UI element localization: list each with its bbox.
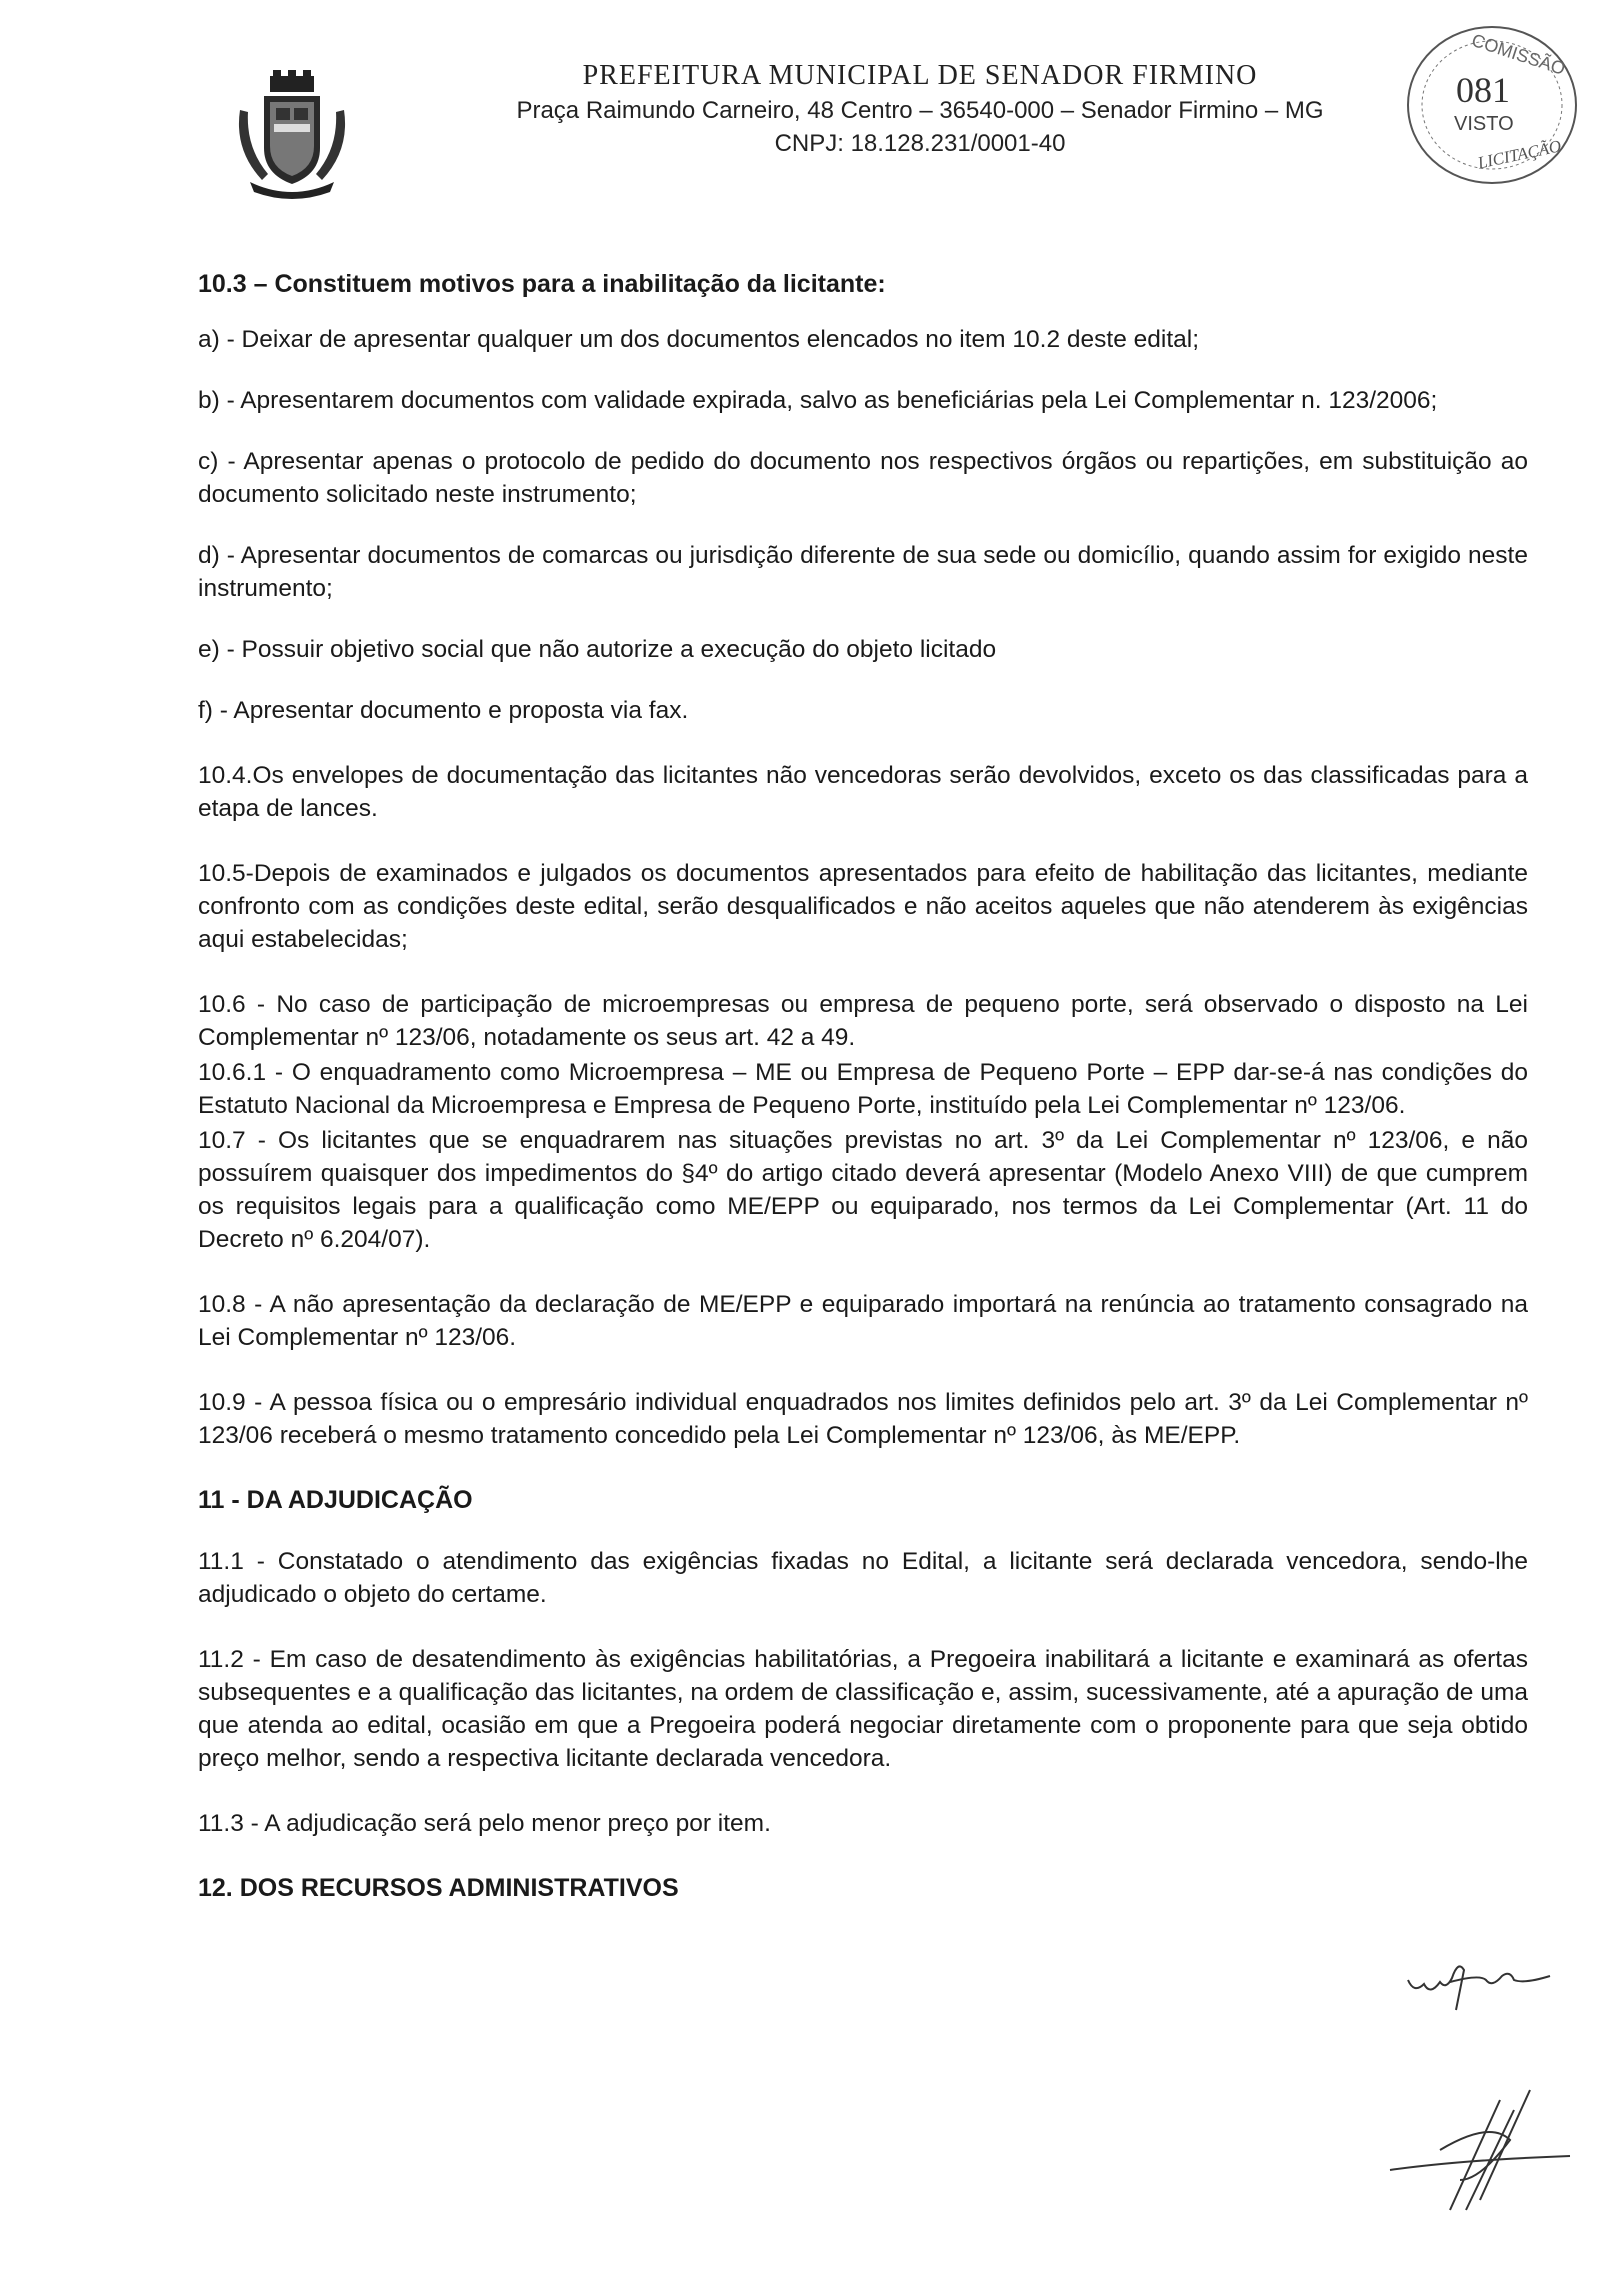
section-12-heading: 12. DOS RECURSOS ADMINISTRATIVOS [198,1874,679,1902]
clause-10-3-d: d) - Apresentar documentos de comarcas ou jurisdição diferente de sua sede ou domicílio, quando assim for exigido neste instrumento; [198,542,1528,602]
clause-11-2: 11.2 - Em caso de desatendimento às exigências habilitatórias, a Pregoeira inabilitará a licitante e examinará as ofertas subsequentes e a qualificação das licitantes, na ordem de classificação e, assim, sucessivamente, até a apuração de uma que atenda ao edital, ocasião em que a Pregoeira poderá negociar diretamente com o proponente para que seja obtido preço melhor, sendo a respectiva licitante declarada vencedora. [198,1646,1528,1772]
clause-11-3: 11.3 - A adjudicação será pelo menor preço por item. [198,1810,771,1837]
clause-10-4: 10.4.Os envelopes de documentação das licitantes não vencedoras serão devolvidos, exceto os das classificadas para a etapa de lances. [198,762,1528,822]
clause-10-9: 10.9 - A pessoa física ou o empresário individual enquadrados nos limites definidos pelo art. 3º da Lei Complementar nº 123/06 receberá o mesmo tratamento concedido pela Lei Complementar nº 123/06, às ME/EPP. [198,1389,1528,1449]
clause-10-3-e: e) - Possuir objetivo social que não autorize a execução do objeto licitado [198,636,997,663]
clause-10-3-f: f) - Apresentar documento e proposta via fax. [198,697,689,724]
letterhead-address: Praça Raimundo Carneiro, 48 Centro – 36540-000 – Senador Firmino – MG [516,97,1324,124]
stamp-middle-text: VISTO [1454,113,1514,135]
handwritten-signature [1380,2060,1580,2230]
clause-10-3-a: a) - Deixar de apresentar qualquer um dos documentos elencados no item 10.2 deste edital; [198,326,1200,353]
clause-10-3-c: c) - Apresentar apenas o protocolo de pedido do documento nos respectivos órgãos ou repartições, em substituição ao documento solicitado neste instrumento; [198,448,1528,508]
clause-10-3-b: b) - Apresentarem documentos com validade expirada, salvo as beneficiárias pela Lei Complementar n. 123/2006; [198,387,1438,414]
section-11-heading: 11 - DA ADJUDICAÇÃO [198,1486,473,1514]
clause-10-5: 10.5-Depois de examinados e julgados os documentos apresentados para efeito de habilitação das licitantes, mediante confronto com as condições deste edital, serão desqualificados e não aceitos aqueles que não atenderem às exigências aqui estabelecidas; [198,860,1528,953]
stamp-number: 081 [1456,70,1510,110]
clause-10-8: 10.8 - A não apresentação da declaração de ME/EPP e equiparado importará na renúncia ao tratamento consagrado na Lei Complementar nº 123/06. [198,1291,1528,1351]
clause-10-6-1: 10.6.1 - O enquadramento como Microempresa – ME ou Empresa de Pequeno Porte – EPP dar-se-á nas condições do Estatuto Nacional da Microempresa e Empresa de Pequeno Porte, instituído pela Lei Complementar nº 123/06. [198,1059,1528,1119]
stamp-top-text: COMISSÃO [1469,29,1568,79]
commission-stamp [1400,20,1580,190]
document-body [198,268,1528,1905]
letterhead [420,58,1420,160]
section-10-3-heading: 10.3 – Constituem motivos para a inabilitação da licitante: [198,270,886,298]
clause-11-1: 11.1 - Constatado o atendimento das exigências fixadas no Edital, a licitante será declarada vencedora, sendo-lhe adjudicado o objeto do certame. [198,1548,1528,1608]
letterhead-cnpj: CNPJ: 18.128.231/0001-40 [774,130,1066,157]
clause-10-7: 10.7 - Os licitantes que se enquadrarem nas situações previstas no art. 3º da Lei Complementar nº 123/06, e não possuírem quaisquer dos impedimentos do §4º do artigo citado deverá apresentar (Modelo Anexo VIII) de que cumprem os requisitos legais para a qualificação como ME/EPP ou equiparado, nos termos da Lei Complementar (Art. 11 do Decreto nº 6.204/07). [198,1127,1528,1253]
handwritten-initials [1400,1950,1560,2030]
clause-10-6: 10.6 - No caso de participação de microempresas ou empresa de pequeno porte, será observado o disposto na Lei Complementar nº 123/06, notadamente os seus art. 42 a 49. [198,991,1528,1051]
stamp-bottom-text: LICITAÇÃO [1475,136,1563,173]
municipal-crest-icon [232,70,352,200]
letterhead-title: PREFEITURA MUNICIPAL DE SENADOR FIRMINO [582,60,1258,91]
